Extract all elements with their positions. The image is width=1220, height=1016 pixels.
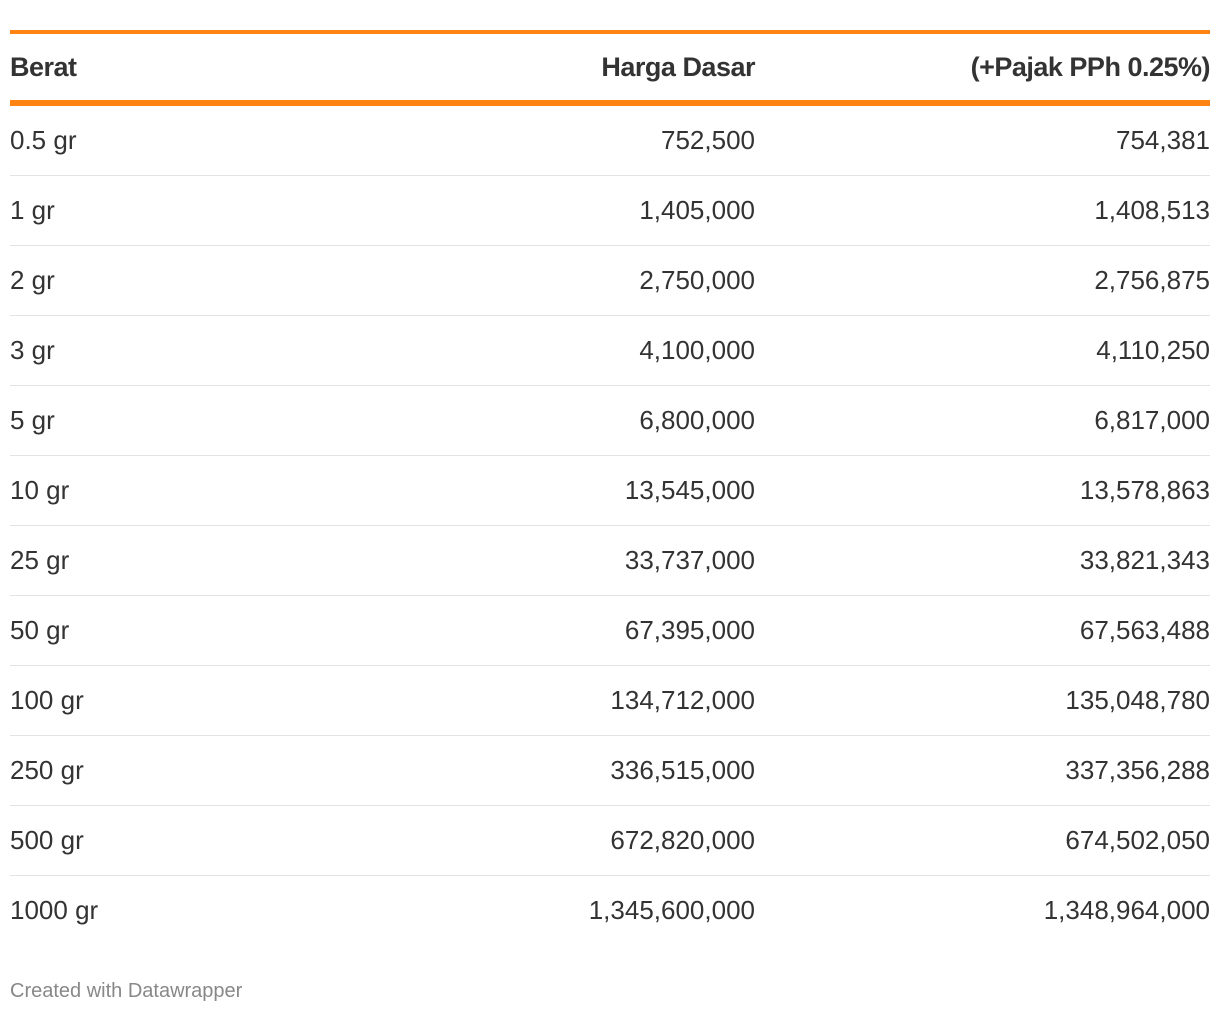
cell-berat: 500 gr <box>10 806 310 876</box>
cell-berat: 1 gr <box>10 176 310 246</box>
cell-harga-dasar: 4,100,000 <box>310 316 755 386</box>
cell-berat: 5 gr <box>10 386 310 456</box>
table-header <box>10 34 1210 103</box>
cell-harga-pajak: 337,356,288 <box>755 736 1210 806</box>
cell-harga-dasar: 33,737,000 <box>310 526 755 596</box>
table-row <box>10 316 1210 386</box>
table-body <box>10 103 1210 945</box>
cell-harga-pajak: 2,756,875 <box>755 246 1210 316</box>
cell-harga-pajak: 674,502,050 <box>755 806 1210 876</box>
cell-berat: 10 gr <box>10 456 310 526</box>
cell-harga-dasar: 134,712,000 <box>310 666 755 736</box>
cell-berat: 100 gr <box>10 666 310 736</box>
cell-berat: 50 gr <box>10 596 310 666</box>
header-row <box>10 34 1210 103</box>
cell-harga-dasar: 752,500 <box>310 103 755 176</box>
column-header-berat: Berat <box>10 34 310 103</box>
table-row <box>10 386 1210 456</box>
cell-berat: 3 gr <box>10 316 310 386</box>
cell-harga-dasar: 1,405,000 <box>310 176 755 246</box>
cell-harga-dasar: 6,800,000 <box>310 386 755 456</box>
cell-harga-dasar: 2,750,000 <box>310 246 755 316</box>
table-row <box>10 666 1210 736</box>
cell-harga-pajak: 1,408,513 <box>755 176 1210 246</box>
price-table <box>10 34 1210 945</box>
cell-harga-dasar: 1,345,600,000 <box>588 895 755 925</box>
cell-berat: 2 gr <box>10 246 310 316</box>
datawrapper-credit: Created with Datawrapper <box>10 980 243 1002</box>
cell-harga-dasar: 13,545,000 <box>310 456 755 526</box>
column-header-harga-dasar: Harga Dasar <box>310 34 755 103</box>
column-header-pajak: (+Pajak PPh 0.25%) <box>755 34 1210 103</box>
cell-berat: 1000 gr <box>10 895 99 925</box>
cell-berat: 25 gr <box>10 526 310 596</box>
cell-berat: 250 gr <box>10 736 310 806</box>
table-row <box>10 806 1210 876</box>
cell-harga-dasar: 336,515,000 <box>310 736 755 806</box>
table-row <box>10 246 1210 316</box>
table-container <box>10 30 1210 945</box>
cell-harga-pajak: 4,110,250 <box>755 316 1210 386</box>
cell-harga-pajak: 67,563,488 <box>755 596 1210 666</box>
table-row <box>10 526 1210 596</box>
cell-harga-dasar: 67,395,000 <box>310 596 755 666</box>
table-row <box>10 176 1210 246</box>
table-row <box>10 596 1210 666</box>
table-row <box>10 103 1210 176</box>
cell-harga-pajak: 135,048,780 <box>755 666 1210 736</box>
cell-harga-dasar: 672,820,000 <box>310 806 755 876</box>
table-row <box>10 736 1210 806</box>
cell-harga-pajak: 1,348,964,000 <box>1043 895 1210 925</box>
cell-harga-pajak: 13,578,863 <box>755 456 1210 526</box>
cell-harga-pajak: 33,821,343 <box>755 526 1210 596</box>
table-row <box>10 876 1210 946</box>
table-row <box>10 456 1210 526</box>
cell-harga-pajak: 6,817,000 <box>755 386 1210 456</box>
cell-harga-pajak: 754,381 <box>755 103 1210 176</box>
cell-berat: 0.5 gr <box>10 103 310 176</box>
